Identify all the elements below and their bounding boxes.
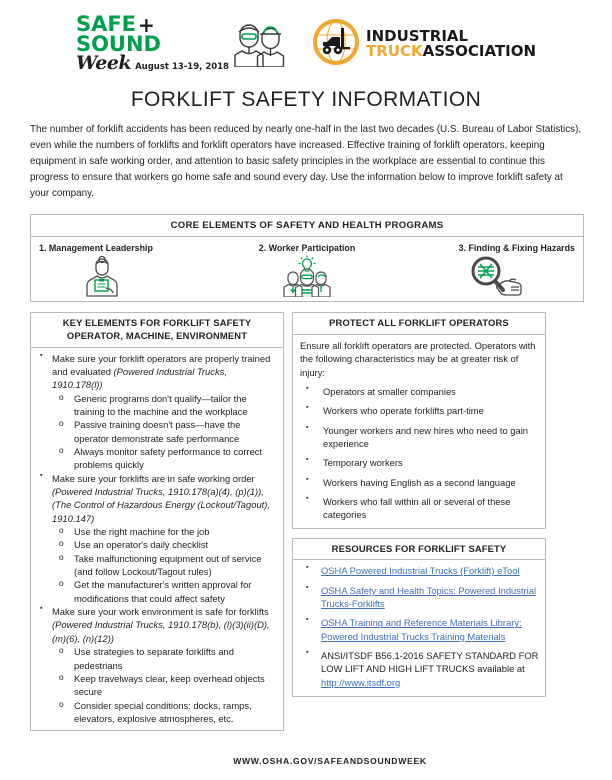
key-elements-body bbox=[31, 348, 283, 731]
intro-paragraph: The number of forklift accidents has been reduced by nearly one-half in the last two decades (U.S. Bureau of Labor Statistics), even while the numbers of forklifts and forklift operators have increased. Effective training of forklift operators, keeping equipment in safe working order, and attention to basic safety principles in the workplace are essential to continue this progress to ensure that workers go home safe and sound every day. Use the information below to improve forklift safety at your company. bbox=[30, 124, 582, 200]
list-item: ▪ Workers having English as a second language bbox=[297, 476, 539, 489]
body-columns bbox=[30, 312, 584, 731]
forklift-globe-icon bbox=[312, 19, 360, 70]
core-element-management-leadership bbox=[31, 237, 215, 301]
ita-word-association: ASSOCIATION bbox=[422, 42, 537, 60]
ita-line-industrial: INDUSTRIAL bbox=[365, 27, 469, 45]
list-item: o Use an operator's daily checklist bbox=[52, 538, 277, 551]
resource-link-osha-topics[interactable]: OSHA Safety and Health Topics: Powered Industrial Trucks-Forklifts bbox=[321, 584, 537, 610]
list-item bbox=[297, 564, 539, 577]
industrial-truck-association-logo bbox=[312, 19, 536, 70]
core-element-label: 1. Management Leadership bbox=[39, 243, 153, 254]
key-element-citation: (Powered Industrial Trucks, 1910.178(b), (l)(3)(ii)(D), (m)(6), (n)(12)) bbox=[52, 619, 270, 644]
list-item: o Get the manufacturer's written approval for modifications that could affect safety bbox=[52, 578, 277, 605]
list-item bbox=[35, 472, 277, 605]
core-elements-columns bbox=[31, 237, 583, 301]
workers-lightbulb-icon bbox=[280, 255, 334, 302]
resources-title: RESOURCES FOR FORKLIFT SAFETY bbox=[293, 539, 545, 561]
page-title: FORKLIFT SAFETY INFORMATION bbox=[130, 88, 482, 111]
protect-operators-body bbox=[293, 335, 545, 528]
list-item bbox=[297, 584, 539, 611]
list-item: ▪ Temporary workers bbox=[297, 456, 539, 469]
core-element-worker-participation bbox=[215, 237, 399, 301]
protect-operators-title: PROTECT ALL FORKLIFT OPERATORS bbox=[293, 313, 545, 335]
key-element-sublist bbox=[52, 645, 277, 725]
list-item: o Use the right machine for the job bbox=[52, 525, 277, 538]
ita-wordmark bbox=[366, 29, 536, 59]
left-column bbox=[30, 312, 284, 731]
safe-sound-week-row bbox=[75, 52, 229, 75]
list-item: ▪ Workers who operate forklifts part-time bbox=[297, 404, 539, 417]
protect-operators-list bbox=[297, 385, 539, 522]
key-elements-panel bbox=[30, 312, 284, 731]
core-icon-wrap bbox=[407, 255, 575, 297]
core-elements-title: CORE ELEMENTS OF SAFETY AND HEALTH PROGRAMS bbox=[31, 215, 583, 237]
core-element-label: 2. Worker Participation bbox=[258, 243, 356, 254]
resources-list bbox=[297, 564, 539, 689]
event-dates-text: August 13-19, 2018 bbox=[135, 62, 229, 73]
manager-clipboard-icon bbox=[82, 255, 122, 302]
ita-line-truck-association bbox=[366, 44, 536, 59]
list-item: o Use strategies to separate forklifts and pedestrians bbox=[52, 645, 277, 672]
core-elements-box bbox=[30, 214, 584, 302]
resource-link-itsdf[interactable]: http://www.itsdf.org bbox=[321, 676, 401, 688]
list-item: o Take malfunctioning equipment out of service (and follow Lockout/Tagout rules) bbox=[52, 552, 277, 579]
key-element-citation: (Powered Industrial Trucks, 1910.178(l)) bbox=[52, 365, 227, 391]
ita-word-truck: TRUCK bbox=[365, 42, 423, 60]
list-item: ▪ Workers who fall within all or several of these categories bbox=[297, 495, 539, 522]
key-elements-title-line2: OPERATOR, MACHINE, ENVIRONMENT bbox=[66, 329, 248, 341]
safe-text: SAFE bbox=[75, 12, 137, 37]
magnifier-hand-icon bbox=[467, 255, 523, 302]
key-element-text: Make sure your work environment is safe for forklifts bbox=[52, 606, 269, 618]
list-item bbox=[35, 352, 277, 472]
safe-sound-week-logo bbox=[75, 12, 286, 75]
resource-link-osha-training-library[interactable]: OSHA Training and Reference Materials Library: Powered Industrial Trucks Training Materials bbox=[321, 617, 522, 642]
list-item: o Generic programs don't qualify—tailor the training to the machine and the workplace bbox=[52, 392, 277, 419]
list-item bbox=[297, 616, 539, 643]
list-item: ▪ Operators at smaller companies bbox=[297, 385, 539, 398]
key-elements-title bbox=[31, 313, 283, 347]
key-element-sublist bbox=[52, 392, 277, 472]
resource-ansi-standard-text: ANSI/ITSDF B56.1-2016 SAFETY STANDARD FOR LOW LIFT AND HIGH LIFT TRUCKS available at bbox=[321, 650, 539, 675]
plus-icon: + bbox=[138, 12, 155, 37]
list-item: o Always monitor safety performance to correct problems quickly bbox=[52, 445, 277, 472]
core-icon-wrap bbox=[39, 255, 207, 297]
core-element-label: 3. Finding & Fixing Hazards bbox=[458, 243, 575, 254]
list-item bbox=[35, 605, 277, 725]
list-item: o Keep travelways clear, keep overhead objects secure bbox=[52, 672, 277, 699]
safe-sound-line-sound: SOUND bbox=[75, 31, 161, 56]
protect-operators-lead: Ensure all forklift operators are protected. Operators with the following characteristics may be at greater risk of injury: bbox=[300, 339, 536, 378]
list-item: o Passive training doesn't pass—have the operator demonstrate safe performance bbox=[52, 418, 277, 445]
resources-body bbox=[293, 560, 545, 696]
key-elements-list bbox=[35, 352, 277, 726]
two-workers-icon bbox=[232, 21, 286, 72]
protect-operators-panel bbox=[292, 312, 546, 528]
core-element-finding-fixing-hazards bbox=[399, 237, 583, 301]
footer-url[interactable]: WWW.OSHA.GOV/SAFEANDSOUNDWEEK bbox=[233, 756, 427, 766]
key-element-sublist bbox=[52, 525, 277, 605]
key-element-text: Make sure your forklift operators are properly trained and evaluated bbox=[52, 352, 271, 377]
list-item bbox=[297, 649, 539, 689]
key-element-text: Make sure your forklifts are in safe working order bbox=[52, 472, 255, 484]
list-item: ▪ Younger workers and new hires who need to gain experience bbox=[297, 424, 539, 451]
week-script-text: Week bbox=[75, 52, 132, 75]
safe-sound-wordmark bbox=[75, 12, 229, 75]
key-elements-title-line1: KEY ELEMENTS FOR FORKLIFT SAFETY bbox=[62, 317, 252, 329]
core-icon-wrap bbox=[223, 255, 391, 297]
list-item: o Consider special conditions: docks, ramps, elevators, explosive atmospheres, etc. bbox=[52, 699, 277, 726]
key-element-citation: (Powered Industrial Trucks, 1910.178(a)(4), (p)(1)), (The Control of Hazardous Energy (Lockout/Tagout), 1910.147) bbox=[52, 486, 270, 524]
resource-link-osha-etool[interactable]: OSHA Powered Industrial Trucks (Forklift) eTool bbox=[321, 565, 520, 577]
header-logos bbox=[0, 0, 612, 75]
right-column bbox=[292, 312, 546, 731]
resources-panel bbox=[292, 538, 546, 697]
